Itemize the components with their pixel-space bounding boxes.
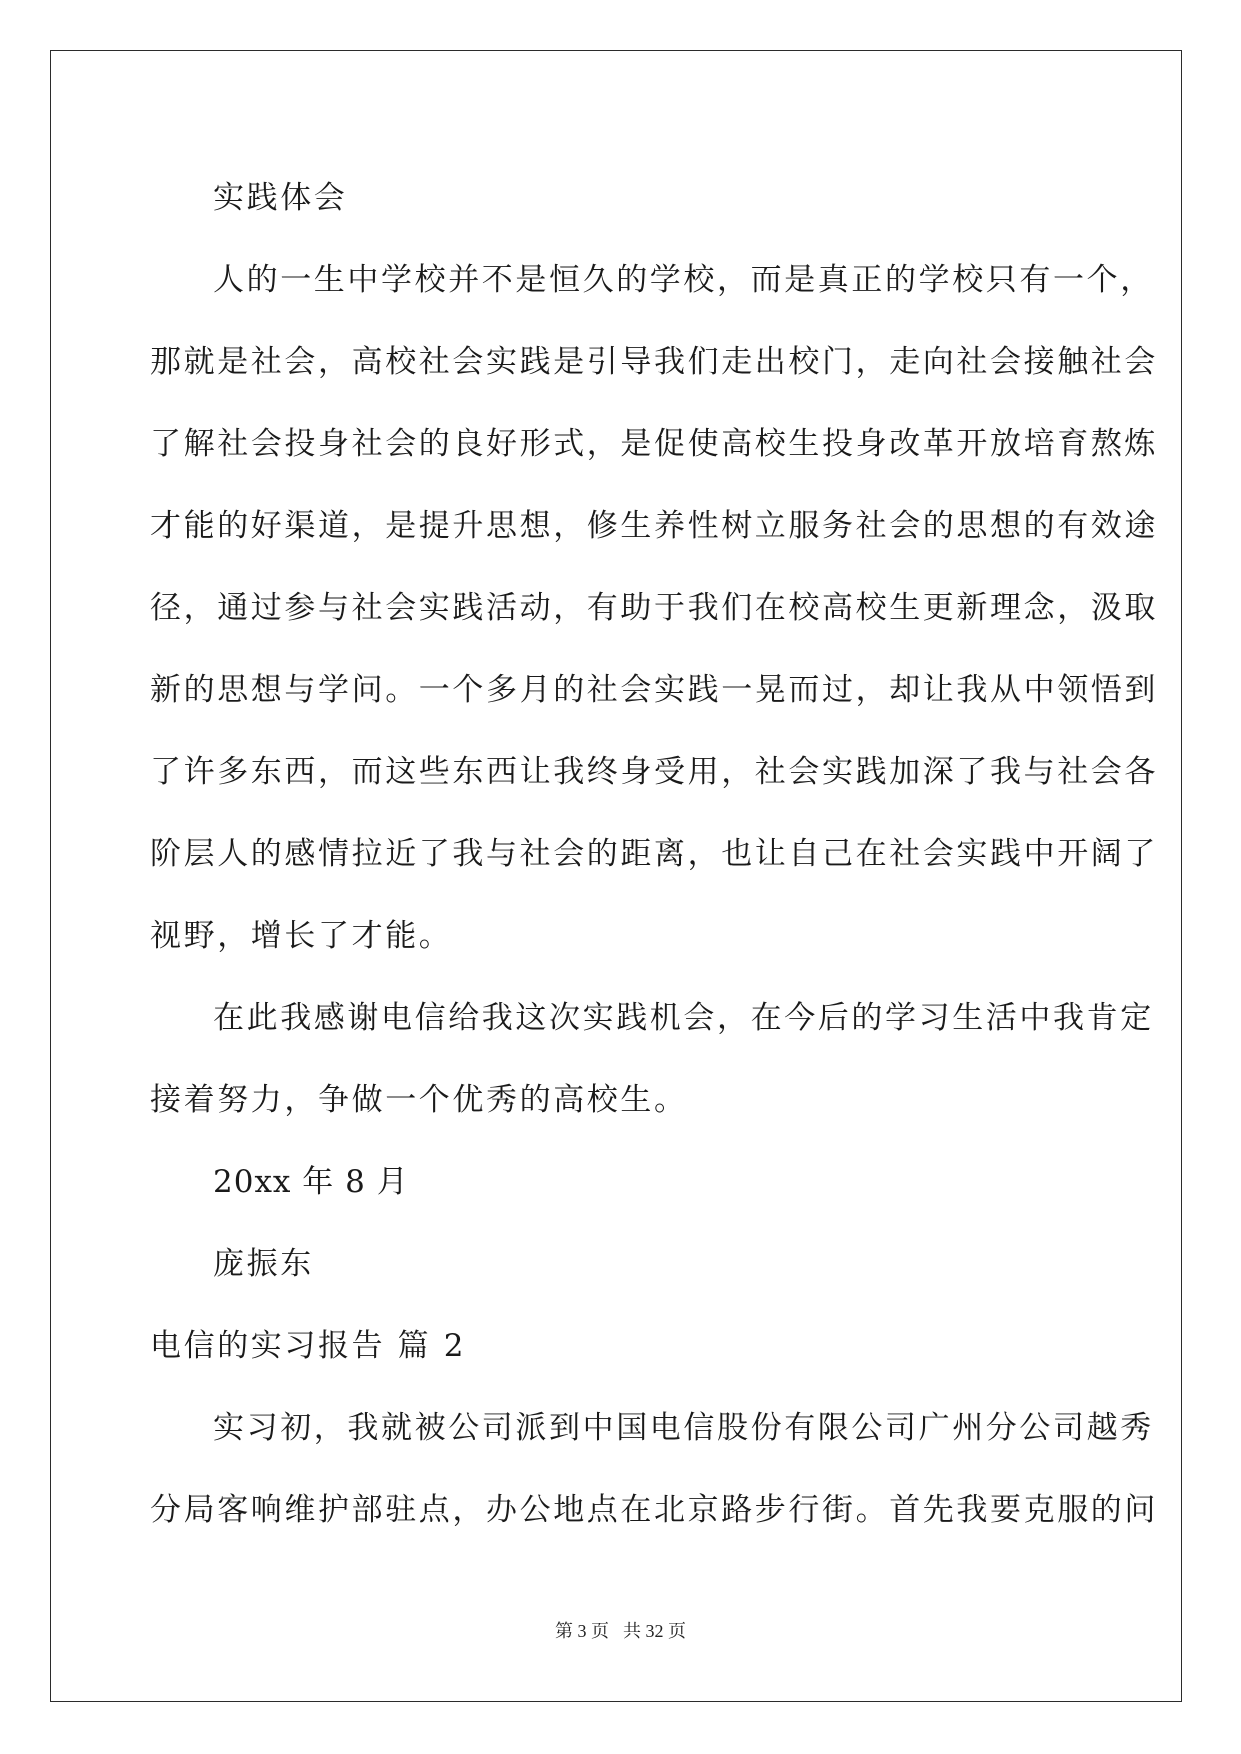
paragraph-line: 了许多东西，而这些东西让我终身受用，社会实践加深了我与社会各 [150,754,1158,790]
paragraph-line: 径，通过参与社会实践活动，有助于我们在校高校生更新理念，汲取 [150,590,1158,626]
paragraph-line: 在此我感谢电信给我这次实践机会，在今后的学习生活中我肯定 [213,1000,1154,1036]
paragraph-line: 实习初，我就被公司派到中国电信股份有限公司广州分公司越秀 [213,1410,1154,1446]
paragraph-line: 阶层人的感情拉近了我与社会的距离，也让自己在社会实践中开阔了 [150,836,1158,872]
paragraph-line: 接着努力，争做一个优秀的高校生。 [150,1082,688,1118]
document-body [150,157,1158,1551]
paragraph-line: 视野，增长了才能。 [150,918,453,954]
paragraph-line: 新的思想与学问。一个多月的社会实践一晃而过，却让我从中领悟到 [150,672,1158,708]
date-line: 20xx 年 8 月 [213,1164,409,1200]
heading: 实践体会 [213,180,348,216]
page-number: 第 3 页 [555,1621,609,1641]
paragraph-line: 了解社会投身社会的良好形式，是促使高校生投身改革开放培育熬炼 [150,426,1158,462]
page-total: 共 32 页 [623,1621,686,1641]
section-title: 电信的实习报告 篇 2 [150,1328,467,1364]
paragraph-line: 那就是社会，高校社会实践是引导我们走出校门，走向社会接触社会 [150,344,1158,380]
paragraph-line: 人的一生中学校并不是恒久的学校，而是真正的学校只有一个， [213,262,1154,298]
page-footer [0,1617,1241,1643]
paragraph-line: 才能的好渠道，是提升思想，修生养性树立服务社会的思想的有效途 [150,508,1158,544]
paragraph-line: 分局客响维护部驻点，办公地点在北京路步行街。首先我要克服的问 [150,1492,1158,1528]
signature: 庞振东 [213,1246,314,1282]
